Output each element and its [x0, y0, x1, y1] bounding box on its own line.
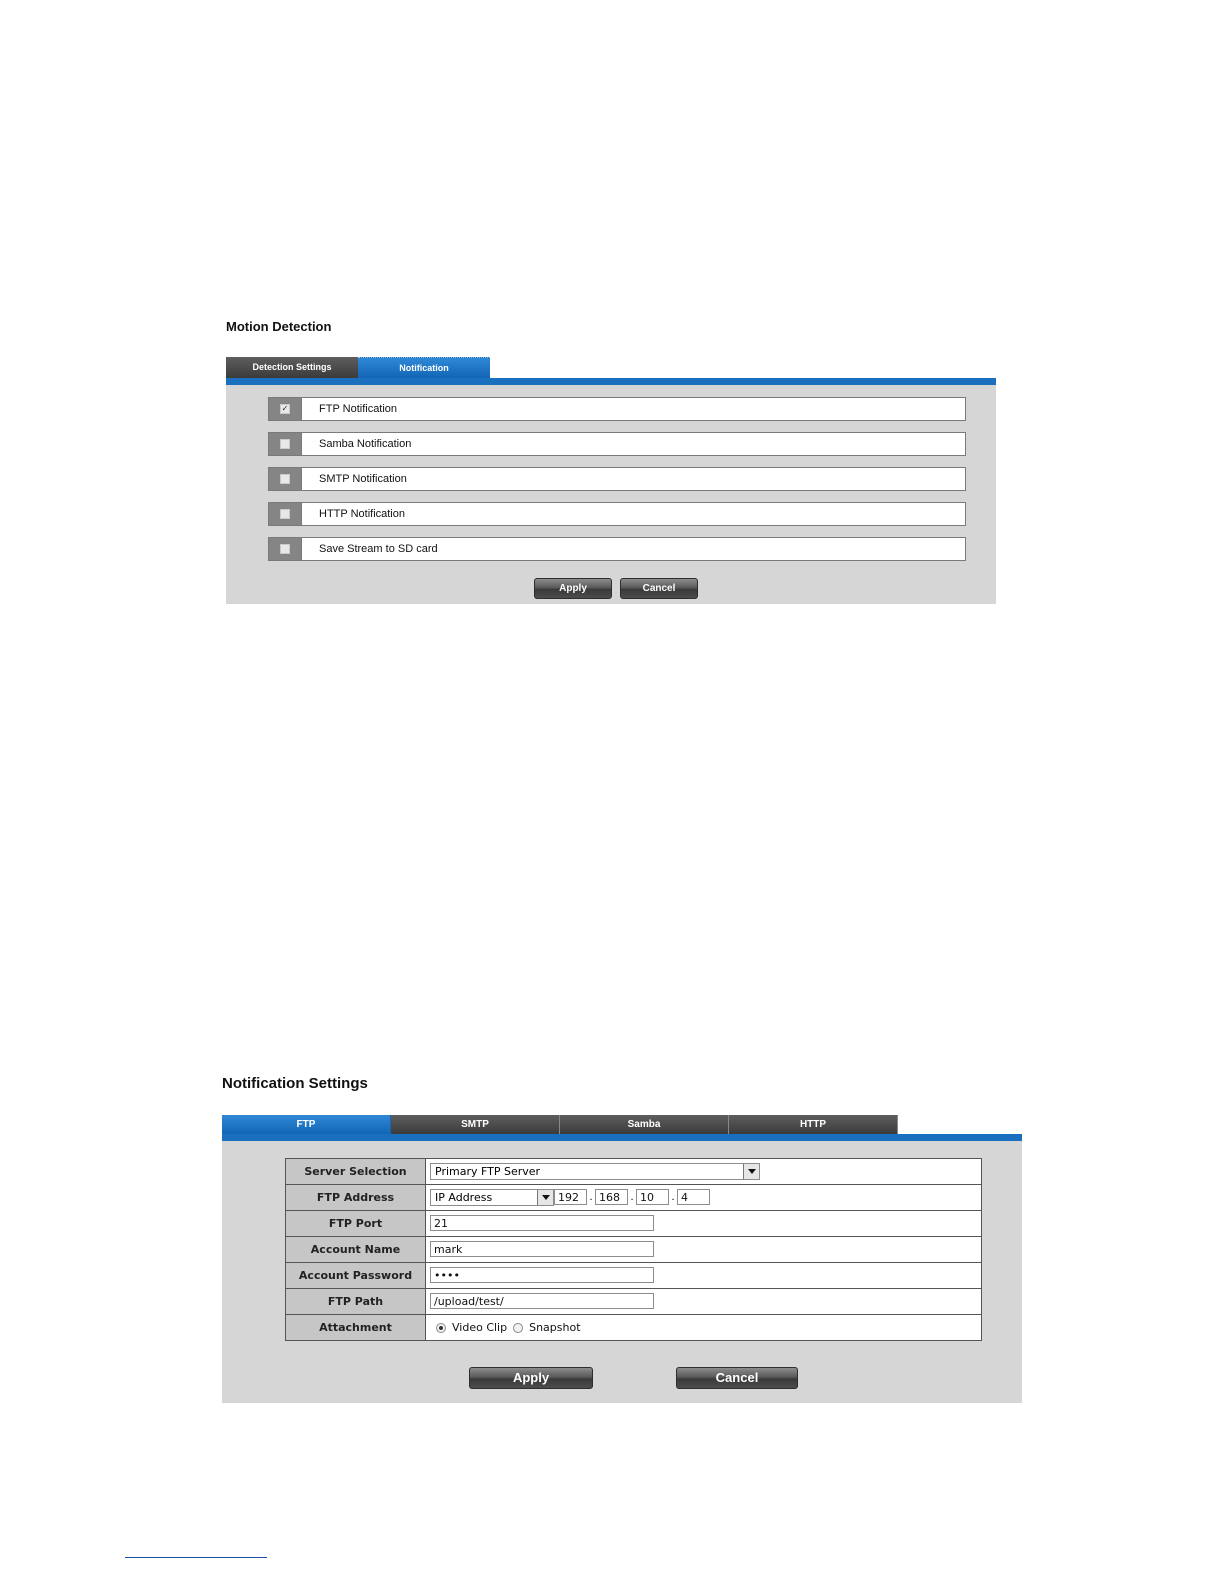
smtp-notification-checkbox[interactable]	[269, 468, 302, 490]
table-row	[286, 1315, 982, 1341]
tab-http[interactable]: HTTP	[729, 1115, 898, 1134]
cancel-button[interactable]: Cancel	[620, 578, 698, 599]
checkmark-icon: ✓	[281, 404, 289, 413]
notification-options-panel	[226, 385, 996, 604]
ftp-address-label: FTP Address	[286, 1185, 426, 1211]
option-label: Save Stream to SD card	[319, 543, 438, 555]
apply-button[interactable]: Apply	[534, 578, 612, 599]
table-row	[286, 1237, 982, 1263]
ftp-notification-checkbox[interactable]	[269, 398, 302, 420]
server-selection-dropdown[interactable]	[430, 1163, 760, 1180]
tab-notification[interactable]: Notification	[358, 357, 490, 378]
tab-underline-bar	[226, 378, 996, 385]
tab-ftp[interactable]: FTP	[222, 1115, 391, 1134]
ip-octet-4-input[interactable]	[677, 1189, 710, 1205]
ip-octet-1-input[interactable]	[554, 1189, 587, 1205]
tab-detection-settings[interactable]: Detection Settings	[226, 357, 358, 378]
notification-settings-tabs	[222, 1115, 898, 1134]
motion-detection-title: Motion Detection	[226, 319, 332, 334]
option-label: FTP Notification	[319, 403, 398, 415]
snapshot-radio[interactable]	[513, 1323, 523, 1333]
table-row	[286, 1289, 982, 1315]
video-clip-label: Video Clip	[452, 1321, 508, 1334]
chevron-down-icon	[743, 1164, 759, 1179]
ftp-path-input[interactable]	[430, 1293, 654, 1309]
ftp-port-label: FTP Port	[286, 1211, 426, 1237]
address-type-dropdown[interactable]	[430, 1189, 554, 1206]
attachment-radio-group	[430, 1321, 981, 1334]
table-row	[286, 1159, 982, 1185]
tab-smtp[interactable]: SMTP	[391, 1115, 560, 1134]
video-clip-radio[interactable]	[436, 1323, 446, 1333]
table-row: FTP Address IP Address 192 .168 .10 .4	[286, 1185, 982, 1211]
account-password-label: Account Password	[286, 1263, 426, 1289]
chevron-down-icon	[537, 1190, 553, 1205]
option-row-ftp	[268, 397, 966, 421]
http-notification-checkbox[interactable]	[269, 503, 302, 525]
ftp-settings-table	[285, 1158, 982, 1341]
attachment-label: Attachment	[286, 1315, 426, 1341]
option-row-samba	[268, 432, 966, 456]
option-label: Samba Notification	[319, 438, 412, 450]
radio-selected-dot	[439, 1326, 443, 1330]
footnote-separator	[125, 1557, 267, 1558]
table-row	[286, 1211, 982, 1237]
server-selection-value: Primary FTP Server	[435, 1164, 541, 1178]
tab-underline-bar	[222, 1134, 1022, 1141]
option-label: SMTP Notification	[319, 473, 407, 485]
notification-settings-title: Notification Settings	[222, 1075, 368, 1092]
account-name-input[interactable]	[430, 1241, 654, 1257]
option-row-http	[268, 502, 966, 526]
option-row-smtp	[268, 467, 966, 491]
motion-detection-tabs	[226, 357, 490, 378]
account-name-label: Account Name	[286, 1237, 426, 1263]
account-password-input[interactable]	[430, 1267, 654, 1283]
cancel-button[interactable]: Cancel	[676, 1367, 798, 1389]
sd-card-checkbox[interactable]	[269, 538, 302, 560]
option-row-sd-card	[268, 537, 966, 561]
ftp-port-input[interactable]	[430, 1215, 654, 1231]
samba-notification-checkbox[interactable]	[269, 433, 302, 455]
ip-octet-3-input[interactable]	[636, 1189, 669, 1205]
address-type-value: IP Address	[435, 1190, 493, 1204]
snapshot-label: Snapshot	[529, 1321, 581, 1334]
ip-octet-2-input[interactable]	[595, 1189, 628, 1205]
option-label: HTTP Notification	[319, 508, 405, 520]
tab-samba[interactable]: Samba	[560, 1115, 729, 1134]
server-selection-label: Server Selection	[286, 1159, 426, 1185]
ftp-path-label: FTP Path	[286, 1289, 426, 1315]
apply-button[interactable]: Apply	[469, 1367, 593, 1389]
table-row	[286, 1263, 982, 1289]
ftp-settings-panel	[222, 1141, 1022, 1403]
